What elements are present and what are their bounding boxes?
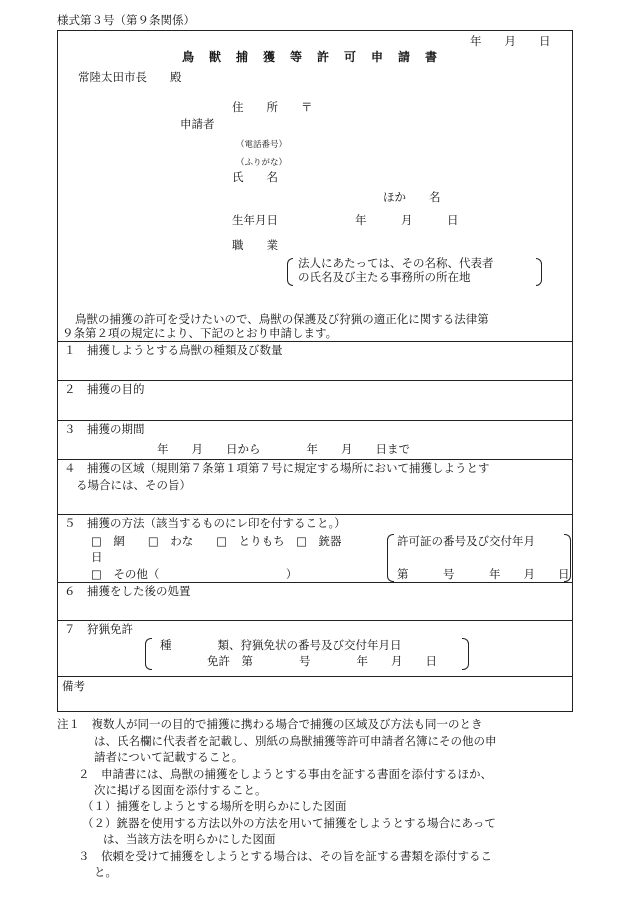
note-line: は、氏名欄に代表者を記載し、別紙の鳥獣捕獲等許可申請者名簿にその他の申 [94,734,497,748]
birth-label: 生年月日 [232,213,278,227]
intro-line2: ９条第２項の規定により、下記のとおり申請します。 [62,326,338,340]
address-label: 住 所 〒 [232,100,313,114]
note-line: 注１ 複数人が同一の目的で捕獲に携わる場合で捕獲の区域及び方法も同一のとき [57,717,483,731]
permit-label: 許可証の番号及び交付年月 [397,534,535,548]
corp-note-line2: の氏名及び主たる事務所の所在地 [298,270,471,284]
license-line2: 免許 第 号 年 月 日 [207,654,437,668]
section-2-label: ２ 捕獲の目的 [64,382,145,396]
methods-day-suffix: 日 [91,550,103,564]
section-7-label: ７ 狩猟免許 [64,622,133,636]
license-bracket-left [145,638,152,670]
row-divider [57,380,573,381]
row-divider [57,620,573,621]
note-line: は、当該方法を明らかにした図面 [103,832,276,846]
name-label: 氏 名 [232,170,278,184]
others-label: ほか 名 [383,190,441,204]
row-divider [57,420,573,421]
row-divider [57,582,573,583]
section-4-line2: る場合には、その旨） [76,478,191,492]
corp-note-bracket-left [287,258,293,286]
note-line: （２）銃器を使用する方法以外の方法を用いて捕獲をしようとする場合にあって [82,816,496,830]
license-line1: 種 類、狩猟免状の番号及び交付年月日 [160,638,402,652]
row-divider [57,341,573,342]
addressee: 常陸太田市長 殿 [78,70,182,84]
license-bracket-right [462,638,469,670]
section-6-label: ６ 捕獲をした後の処置 [64,584,191,598]
capture-period: 年 月 日から 年 月 日まで [157,442,410,456]
row-divider [57,676,573,677]
furigana-label: （ふりがな） [236,158,288,168]
form-number: 様式第３号（第９条関係） [57,13,195,27]
permit-bracket-left [387,534,394,582]
form-frame [57,30,573,712]
permit-fields: 第 号 年 月 日 [397,567,570,581]
other-method: □ その他（ ） [91,567,298,581]
corp-note-line1: 法人にあたっては、その名称、代表者 [298,256,494,270]
note-line: （１）捕獲をしようとする場所を明らかにした図面 [82,799,347,813]
birth-fields: 年 月 日 [355,213,459,227]
date-line: 年 月 日 [470,34,551,48]
note-line: と。 [94,865,117,879]
occupation-label: 職 業 [232,238,278,252]
row-divider [57,459,573,460]
form-title: 鳥獣捕獲等許可申請書 [182,50,453,64]
row-divider [57,514,573,515]
intro-line1: 鳥獣の捕獲の許可を受けたいので、鳥獣の保護及び狩猟の適正化に関する法律第 [75,312,489,326]
remarks-label: 備考 [62,679,85,693]
capture-methods: □ 網 □ わな □ とりもち □ 銃器 [91,534,342,548]
corp-note-bracket-right [536,258,542,286]
note-line: 次に掲げる図面を添付すること。 [94,783,267,797]
note-line: ２ 申請書には、鳥獣の捕獲をしようとする事由を証する書面を添付するほか、 [78,767,492,781]
applicant-label: 申請者 [180,117,215,131]
permit-bracket-right [564,534,571,582]
section-5-label: ５ 捕獲の方法（該当するものにレ印を付すること。） [64,516,346,530]
note-line: 請者について記載すること。 [94,750,244,764]
note-line: ３ 依頼を受けて捕獲をしようとする場合は、その旨を証する書類を添付するこ [78,849,492,863]
section-3-label: ３ 捕獲の期間 [64,422,145,436]
phone-label: （電話番号） [236,140,288,150]
section-1-label: １ 捕獲しようとする鳥獣の種類及び数量 [64,343,283,357]
section-4-line1: ４ 捕獲の区域（規則第７条第１項第７号に規定する場所において捕獲しようとす [64,461,490,475]
